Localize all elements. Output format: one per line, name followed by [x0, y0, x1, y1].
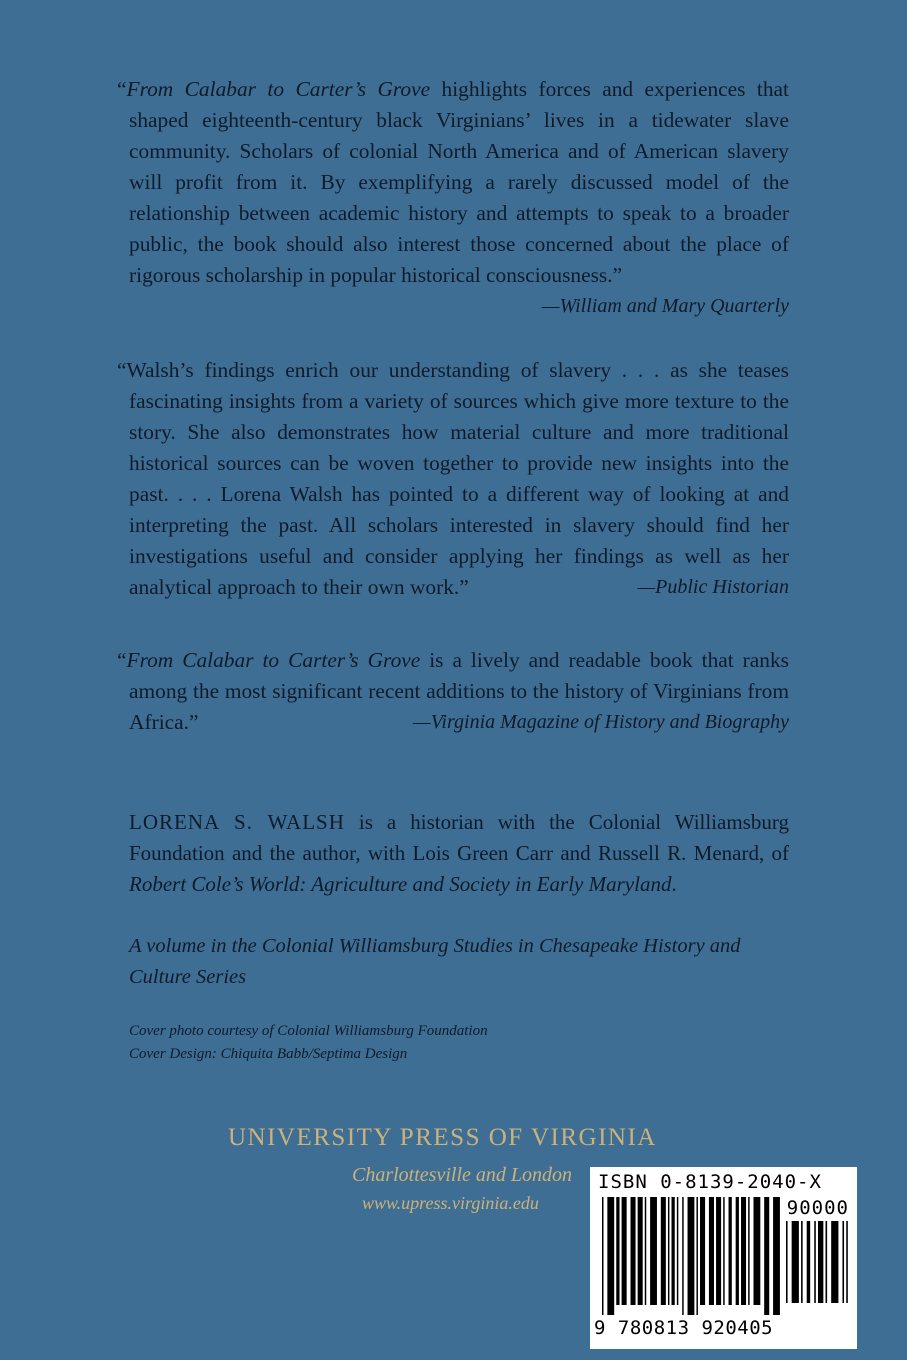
- isbn-number: ISBN 0-8139-2040-X: [598, 1171, 822, 1193]
- author-name: LORENA S. WALSH: [129, 810, 345, 834]
- review-2-text: “Walsh’s findings enrich our understanding of slavery . . . as she teases fascinating insights from a variety of sources which give more texture to the story. She also demonstrates how material culture and more traditional historical sources can be woven together to provide new insights into the past. . . . Lorena Walsh has pointed to a different way of looking at and interpreting the past. All scholars interested in slavery should find her investigations useful and consider applying her findings as well as her analytical approach to their own work.” —Public Historian: [129, 355, 789, 603]
- ean-number: 9 780813 920405: [594, 1317, 774, 1339]
- ean-barcode-bars: [602, 1197, 782, 1315]
- barcode-bar: [616, 1197, 619, 1305]
- barcode-bar: [826, 1221, 828, 1303]
- review-1-book-title: From Calabar to Carter’s Grove: [126, 77, 431, 101]
- review-1-source: —William and Mary Quarterly: [541, 295, 789, 317]
- author-book-title: Robert Cole’s World: Agriculture and Society in Early Maryland: [129, 872, 672, 896]
- barcode-bar: [723, 1197, 724, 1305]
- review-1-text: “From Calabar to Carter’s Grove highlights forces and experiences that shaped eighteenth-century black Virginians’ lives in a tidewater slave community. Scholars of colonial North America and of American slavery will profit from it. By exemplifying a rarely discussed model of the relationship between academic history and attempts to speak to a broader public, the book should also interest those concerned about the place of rigorous scholarship in popular historical consciousness.”: [117, 77, 789, 287]
- photo-credit: Cover photo courtesy of Colonial Williamsburg Foundation: [129, 1023, 488, 1039]
- barcode-bar: [631, 1197, 636, 1305]
- barcode-bar: [801, 1221, 803, 1303]
- barcode-bar: [786, 1221, 788, 1303]
- review-3: [117, 645, 789, 738]
- barcode-bar: [807, 1221, 810, 1303]
- addon-barcode-bars: [786, 1221, 850, 1313]
- barcode-bar: [696, 1197, 697, 1315]
- barcode-bar: [709, 1197, 714, 1305]
- review-3-source: —Virginia Magazine of History and Biography: [412, 711, 789, 733]
- price-code: 90000: [786, 1197, 849, 1219]
- barcode-bar: [842, 1221, 844, 1303]
- barcode-bar: [645, 1197, 646, 1305]
- barcode-bar: [607, 1197, 614, 1315]
- barcode-bar: [661, 1197, 666, 1305]
- series-note-text: A volume in the Colonial Williamsburg Studies in Chesapeake History and Culture Series: [129, 935, 741, 988]
- review-2-source: —Public Historian: [637, 576, 789, 598]
- barcode-bar: [677, 1197, 678, 1305]
- barcode-bar: [638, 1197, 643, 1305]
- barcode-bar: [700, 1197, 705, 1305]
- barcode-bar: [668, 1197, 669, 1305]
- barcode-bar: [831, 1221, 838, 1303]
- review-2: [117, 355, 789, 603]
- barcode-bar: [650, 1197, 657, 1305]
- barcode-bar: [773, 1197, 780, 1315]
- barcode-bar: [741, 1197, 746, 1305]
- author-bio-text: LORENA S. WALSH is a historian with the Colonial Williamsburg Foundation and the author, with Lois Green Carr and Russell R. Menard, of Robert Cole’s World: Agriculture and Society in Early Maryland.: [129, 810, 789, 896]
- review-3-book-title: From Calabar to Carter’s Grove: [126, 648, 421, 672]
- barcode-bar: [748, 1197, 749, 1305]
- barcode-bar: [682, 1197, 683, 1315]
- design-credit: Cover Design: Chiquita Babb/Septima Design: [129, 1046, 408, 1062]
- barcode-bar: [753, 1197, 760, 1305]
- barcode-bar: [736, 1197, 739, 1305]
- barcode-bar: [814, 1221, 816, 1303]
- barcode-bar: [764, 1197, 769, 1315]
- barcode-bar: [672, 1197, 675, 1305]
- barcode-bar: [729, 1197, 732, 1305]
- barcode-bar: [602, 1197, 603, 1315]
- series-note: [129, 931, 789, 993]
- review-1: [117, 74, 789, 321]
- cover-credits: [129, 1020, 789, 1066]
- publisher-url: www.upress.virginia.edu: [362, 1193, 539, 1213]
- barcode-bar: [846, 1221, 848, 1303]
- barcode-bar: [818, 1221, 823, 1303]
- author-bio: [129, 807, 789, 900]
- barcode-label: [590, 1167, 857, 1349]
- barcode-bar: [792, 1221, 799, 1303]
- review-3-text: “From Calabar to Carter’s Grove is a lively and readable book that ranks among the most significant recent additions to the history of Virginians from Africa.” —Virginia Magazine of History and Biography: [129, 645, 789, 738]
- barcode-bar: [622, 1197, 627, 1305]
- barcode-bar: [716, 1197, 721, 1305]
- barcode-bar: [688, 1197, 695, 1315]
- publisher-name: UNIVERSITY PRESS OF VIRGINIA: [228, 1124, 657, 1151]
- publisher-location: Charlottesville and London: [352, 1164, 572, 1186]
